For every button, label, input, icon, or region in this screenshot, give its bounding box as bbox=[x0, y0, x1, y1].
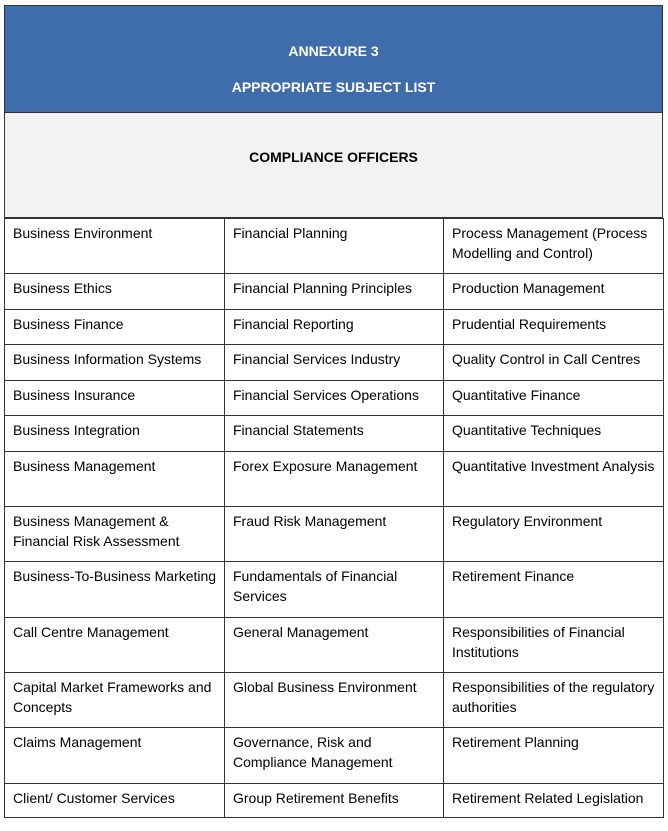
subject-cell: Forex Exposure Management bbox=[225, 452, 444, 507]
subject-cell: Business Insurance bbox=[5, 381, 225, 416]
table-row bbox=[5, 673, 664, 728]
subject-cell: Responsibilities of Financial Institutions bbox=[444, 618, 664, 673]
subject-cell: Business Finance bbox=[5, 310, 225, 345]
list-title: APPROPRIATE SUBJECT LIST bbox=[231, 79, 436, 95]
table-row bbox=[5, 507, 664, 562]
subject-cell: Financial Planning Principles bbox=[225, 274, 444, 310]
table-row bbox=[5, 784, 664, 818]
subject-cell: Retirement Finance bbox=[444, 562, 664, 618]
subject-cell: Quantitative Techniques bbox=[444, 416, 664, 452]
subject-cell: Business-To-Business Marketing bbox=[5, 562, 225, 618]
subject-cell: Group Retirement Benefits bbox=[225, 784, 444, 818]
subject-cell: Process Management (Process Modelling and Control) bbox=[444, 219, 664, 274]
subject-cell: Quantitative Finance bbox=[444, 381, 664, 416]
subject-cell: Business Management bbox=[5, 452, 225, 507]
table-row bbox=[5, 562, 664, 618]
table-row bbox=[5, 452, 664, 507]
subject-cell: Retirement Planning bbox=[444, 728, 664, 784]
table-row bbox=[5, 345, 664, 381]
subject-cell: Quantitative Investment Analysis bbox=[444, 452, 664, 507]
subject-cell: Financial Planning bbox=[225, 219, 444, 274]
subject-cell: Retirement Related Legislation bbox=[444, 784, 664, 818]
subject-cell: Quality Control in Call Centres bbox=[444, 345, 664, 381]
subject-cell: Business Ethics bbox=[5, 274, 225, 310]
section-header bbox=[4, 113, 663, 218]
annexure-label: ANNEXURE 3 bbox=[288, 43, 379, 59]
subject-cell: Governance, Risk and Compliance Management bbox=[225, 728, 444, 784]
table-row bbox=[5, 728, 664, 784]
annexure-header bbox=[4, 5, 663, 113]
subject-cell: Regulatory Environment bbox=[444, 507, 664, 562]
subject-cell: Financial Services Industry bbox=[225, 345, 444, 381]
table-row bbox=[5, 274, 664, 310]
subject-cell: Call Centre Management bbox=[5, 618, 225, 673]
subject-cell: Financial Reporting bbox=[225, 310, 444, 345]
subject-cell: Fraud Risk Management bbox=[225, 507, 444, 562]
subject-cell: Responsibilities of the regulatory authorities bbox=[444, 673, 664, 728]
table-row bbox=[5, 219, 664, 274]
table-row bbox=[5, 381, 664, 416]
subject-cell: Capital Market Frameworks and Concepts bbox=[5, 673, 225, 728]
table-row bbox=[5, 416, 664, 452]
subject-cell: Business Environment bbox=[5, 219, 225, 274]
subject-cell: General Management bbox=[225, 618, 444, 673]
table-row bbox=[5, 618, 664, 673]
subject-cell: Business Information Systems bbox=[5, 345, 225, 381]
subject-cell: Financial Services Operations bbox=[225, 381, 444, 416]
table-row bbox=[5, 310, 664, 345]
subject-table bbox=[4, 218, 664, 818]
subject-cell: Fundamentals of Financial Services bbox=[225, 562, 444, 618]
section-title: COMPLIANCE OFFICERS bbox=[249, 149, 418, 165]
subject-cell: Business Integration bbox=[5, 416, 225, 452]
subject-cell: Claims Management bbox=[5, 728, 225, 784]
subject-cell: Financial Statements bbox=[225, 416, 444, 452]
subject-cell: Production Management bbox=[444, 274, 664, 310]
subject-cell: Client/ Customer Services bbox=[5, 784, 225, 818]
subject-cell: Business Management & Financial Risk Assessment bbox=[5, 507, 225, 562]
document bbox=[4, 5, 663, 818]
subject-cell: Global Business Environment bbox=[225, 673, 444, 728]
subject-cell: Prudential Requirements bbox=[444, 310, 664, 345]
